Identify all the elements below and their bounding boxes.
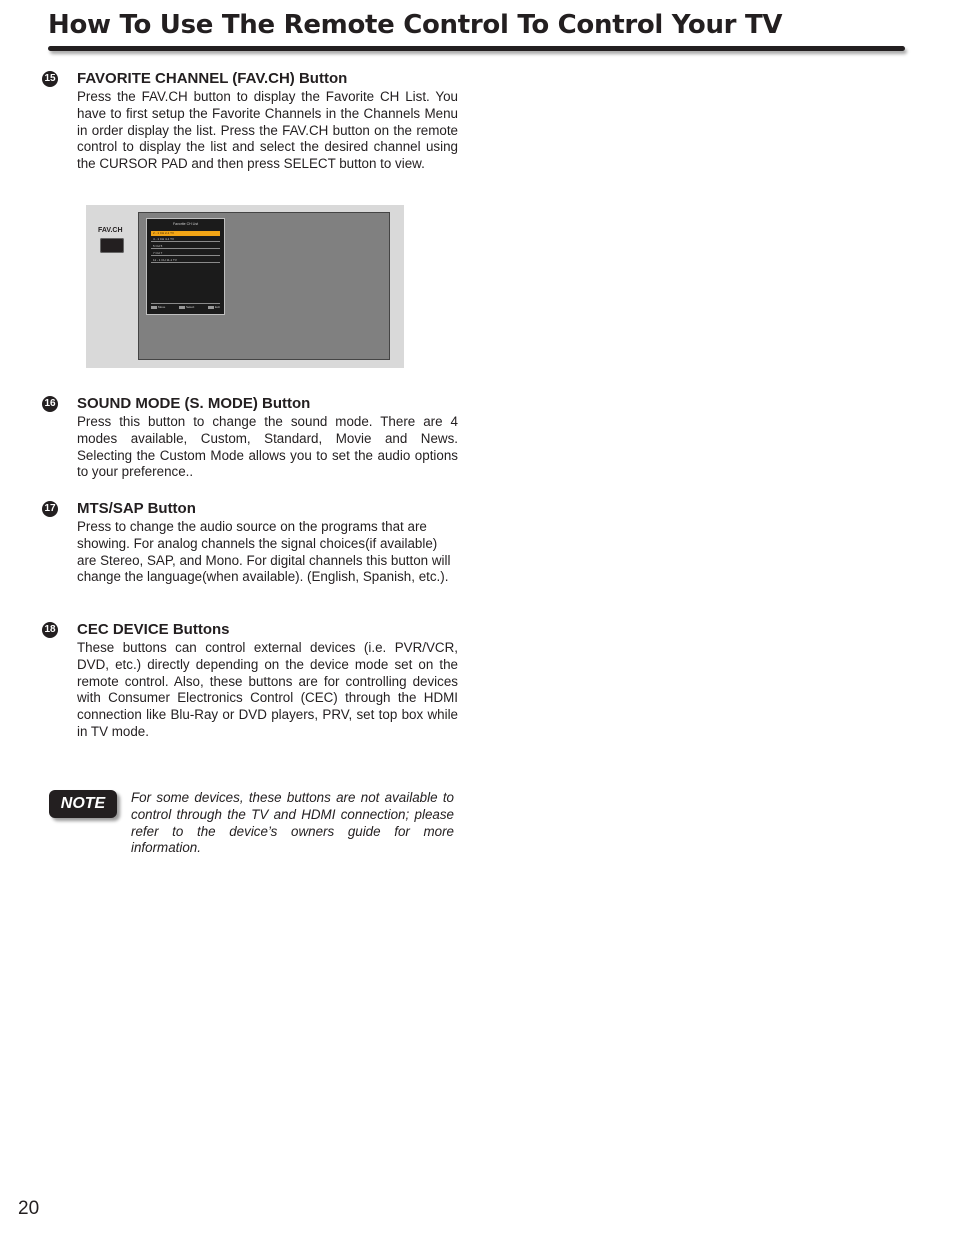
fav-ch-button-icon	[100, 238, 124, 253]
section-title: FAVORITE CHANNEL (FAV.CH) Button	[77, 70, 348, 87]
section-number: 15	[42, 71, 58, 87]
note-text: For some devices, these buttons are not available to control through the TV and HDMI connection; please refer to the device’s owners guide for more information.	[131, 790, 454, 856]
osd-list-item: 5 CH 5	[151, 244, 220, 249]
title-rule	[48, 46, 905, 51]
osd-footer-move: Move	[151, 305, 165, 310]
osd-footer-exit: Exit	[208, 305, 220, 310]
page-title: How To Use The Remote Control To Control Your TV	[48, 10, 783, 40]
section-body: Press the FAV.CH button to display the Favorite CH List. You have to first setup the Favorite Channels in the Channels Menu in order display the list. Press the FAV.CH button on the remote control to display the list and select the desired channel using the CURSOR PAD and then press SELECT button to view.	[77, 89, 458, 172]
fav-ch-button-label: FAV.CH	[98, 227, 123, 234]
section-number: 18	[42, 622, 58, 638]
section-number: 16	[42, 396, 58, 412]
osd-title: Favorite CH List	[172, 222, 199, 226]
section-title: CEC DEVICE Buttons	[77, 621, 230, 638]
osd-footer-select: Select	[179, 305, 194, 310]
osd-list-item: 7 CH 7	[151, 251, 220, 256]
page-number: 20	[18, 1198, 40, 1219]
section-title: SOUND MODE (S. MODE) Button	[77, 395, 311, 412]
osd-footer	[151, 303, 220, 310]
section-body: These buttons can control external devices (i.e. PVR/VCR, DVD, etc.) directly depending on the device mode set on the remote control. Also, these buttons are for controlling devices with Consumer Electronics Control (CEC) through the HDMI connection like Blu-Ray or DVD players, PRV, set top box while in TV mode.	[77, 640, 458, 739]
osd-list-item: 2 - 1 CH 2-1 TV	[151, 231, 220, 236]
section-number: 17	[42, 501, 58, 517]
section-body: Press this button to change the sound mode. There are 4 modes available, Custom, Standard, Movie and News. Selecting the Custom Mode allows you to set the audio options to your preference..	[77, 414, 458, 480]
section-title: MTS/SAP Button	[77, 500, 196, 517]
fav-ch-illustration	[86, 205, 404, 368]
osd-list-item: 11 - 1 CH 11-1 TV	[151, 258, 220, 263]
note-badge: NOTE	[49, 790, 117, 818]
section-body: Press to change the audio source on the programs that are showing. For analog channels the signal choices(if available) are Stereo, SAP, and Mono. For digital channels this button will change the language(when available). (English, Spanish, etc.).	[77, 519, 451, 585]
tv-screen	[138, 212, 390, 360]
osd-list-item: 4 - 1 CH 4-1 TV	[151, 237, 220, 242]
favorite-ch-list-osd	[146, 218, 225, 315]
